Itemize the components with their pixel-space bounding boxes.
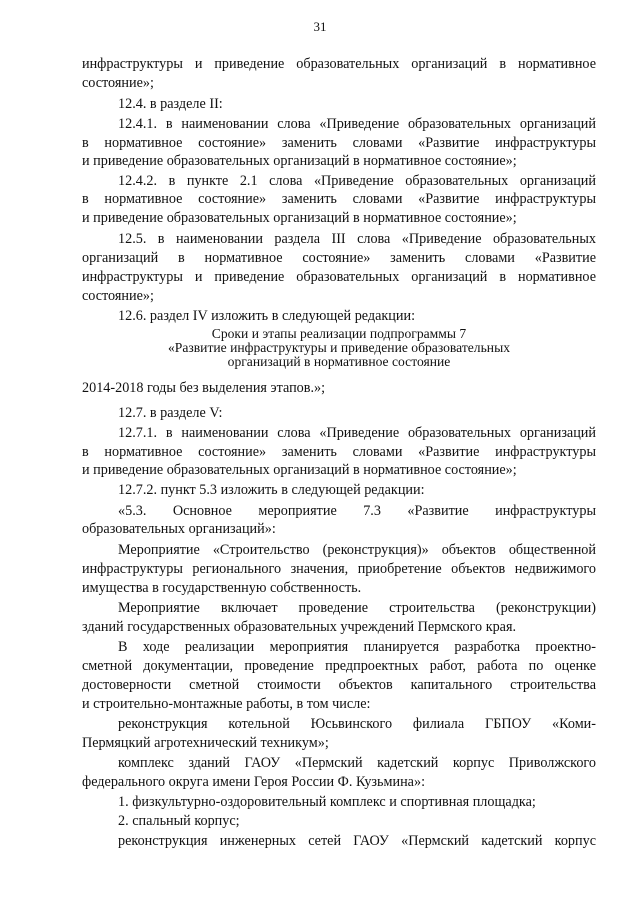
text-line: и приведение образовательных организаций в нормативное состояние»; bbox=[82, 210, 517, 226]
page-number: 31 bbox=[313, 19, 327, 34]
text-line: В ходе реализации мероприятия планируется разработка проектно- bbox=[118, 639, 596, 655]
text-line: 1. физкультурно-оздоровительный комплекс и спортивная площадка; bbox=[118, 794, 536, 810]
text-line: инфраструктуры и приведение образовательных организаций в нормативное bbox=[82, 56, 596, 72]
text-line: федерального округа имени Героя России Ф. Кузьмина»: bbox=[82, 774, 426, 790]
text-line: сметной документации, проведение предпроектных работ, работа по оценке bbox=[82, 658, 596, 674]
text-line: и строительно-монтажные работы, в том числе: bbox=[82, 696, 371, 712]
text-line: зданий государственных образовательных учреждений Пермского края. bbox=[82, 619, 517, 635]
text-line: 12.7. в разделе V: bbox=[118, 405, 223, 421]
text-line: «5.3. Основное мероприятие 7.3 «Развитие инфраструктуры bbox=[118, 503, 596, 519]
text-line: в нормативное состояние» заменить словами «Развитие инфраструктуры bbox=[82, 135, 596, 151]
text-line: и приведение образовательных организаций в нормативное состояние»; bbox=[82, 462, 517, 478]
text-line: в нормативное состояние» заменить словами «Развитие инфраструктуры bbox=[82, 191, 596, 207]
text-line: 2. спальный корпус; bbox=[118, 813, 240, 829]
text-line: имущества в государственную собственность. bbox=[82, 580, 362, 596]
text-line: реконструкция котельной Юсьвинского филиала ГБПОУ «Коми- bbox=[118, 716, 596, 732]
text-line: 12.4.2. в пункте 2.1 слова «Приведение образовательных организаций bbox=[118, 173, 596, 189]
text-line: Мероприятие включает проведение строительства (реконструкции) bbox=[118, 600, 596, 616]
text-line: 12.4.1. в наименовании слова «Приведение образовательных организаций bbox=[118, 116, 596, 132]
text-line: 12.7.2. пункт 5.3 изложить в следующей редакции: bbox=[118, 482, 425, 498]
text-line: 2014-2018 годы без выделения этапов.»; bbox=[82, 380, 326, 396]
text-line: состояние»; bbox=[82, 75, 154, 91]
text-line: Пермяцкий агротехнический техникум»; bbox=[82, 735, 329, 751]
text-line: 12.4. в разделе II: bbox=[118, 96, 223, 112]
section-heading-line: «Развитие инфраструктуры и приведение образовательных bbox=[167, 340, 510, 355]
text-line: Мероприятие «Строительство (реконструкция)» объектов общественной bbox=[118, 542, 596, 558]
text-line: реконструкция инженерных сетей ГАОУ «Пермский кадетский корпус bbox=[118, 833, 596, 849]
text-line: в нормативное состояние» заменить словами «Развитие инфраструктуры bbox=[82, 444, 596, 460]
text-line: 12.5. в наименовании раздела III слова «Приведение образовательных bbox=[118, 231, 596, 247]
section-heading-line: организаций в нормативное состояние bbox=[227, 354, 451, 369]
section-heading-line: Сроки и этапы реализации подпрограммы 7 bbox=[211, 326, 467, 341]
text-line: организаций в нормативное состояние» заменить словами «Развитие bbox=[82, 250, 596, 266]
text-line: 12.6. раздел IV изложить в следующей редакции: bbox=[118, 308, 416, 324]
text-line: 12.7.1. в наименовании слова «Приведение образовательных организаций bbox=[118, 425, 596, 441]
text-line: достоверности сметной стоимости объектов капитального строительства bbox=[82, 677, 596, 693]
text-line: состояние»; bbox=[82, 288, 154, 304]
text-line: инфраструктуры и приведение образовательных организаций в нормативное bbox=[82, 269, 596, 285]
text-line: комплекс зданий ГАОУ «Пермский кадетский корпус Приволжского bbox=[118, 755, 596, 771]
text-line: и приведение образовательных организаций в нормативное состояние»; bbox=[82, 153, 517, 169]
text-line: инфраструктуры регионального значения, приобретение объектов недвижимого bbox=[82, 561, 596, 577]
text-line: образовательных организаций»: bbox=[82, 521, 276, 537]
